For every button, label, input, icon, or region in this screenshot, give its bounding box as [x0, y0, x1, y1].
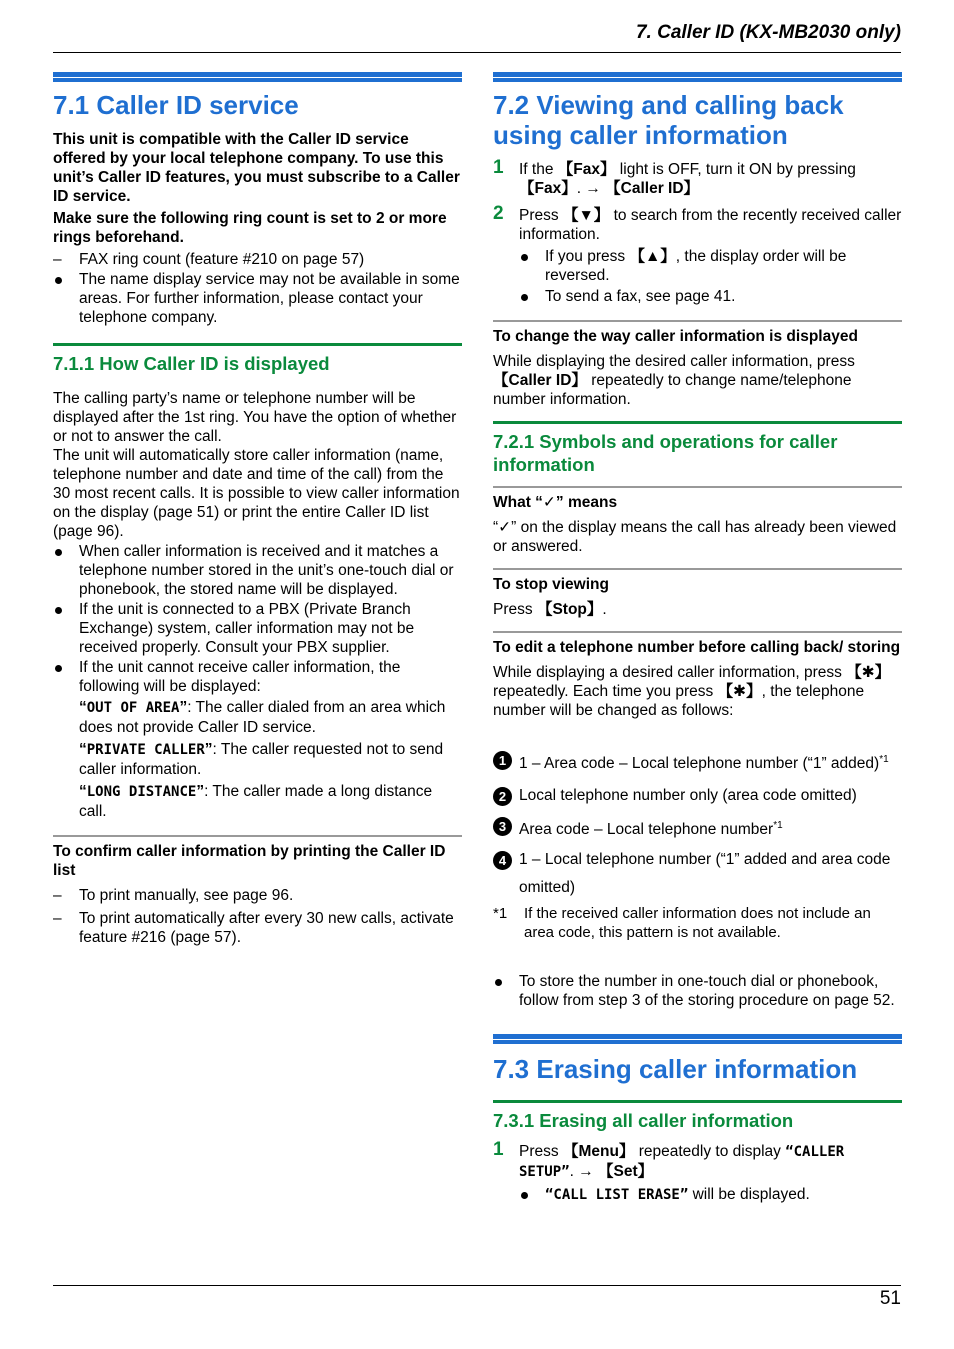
stop-heading: To stop viewing: [493, 576, 609, 593]
list-item: [53, 270, 462, 327]
heading-7-3-1: 7.3.1 Erasing all caller information: [493, 1110, 794, 1132]
paragraph: The calling party’s name or telephone number will be displayed after the 1st ring. You have the option of whether or not to answer the call.: [53, 390, 457, 445]
left-column: [53, 72, 462, 948]
arrow-icon: →: [573, 1163, 599, 1181]
list-item: [493, 972, 902, 1010]
bullet-text: The name display service may not be available in some areas. For further information, please contact your telephone company.: [79, 271, 460, 326]
dash-marker: –: [53, 910, 62, 927]
subsection-bar: [493, 1100, 902, 1103]
section-bar: [53, 72, 462, 82]
paragraph: The unit will automatically store caller information (name, telephone number and date and time of the call) from the 30 most recent calls. It is possible to view caller information on the display (page 51) or print the entire Caller ID list (page 96).: [53, 447, 460, 540]
bullet-text: To send a fax, see page 41.: [545, 288, 736, 305]
divider: [493, 486, 902, 488]
step: [493, 203, 902, 306]
subsection-bar: [493, 421, 902, 424]
bullet-text: will be displayed.: [688, 1186, 810, 1204]
open-quote: “: [79, 699, 87, 716]
header-rule: [53, 52, 901, 53]
format-option: [493, 814, 902, 842]
star-key: 【✱】: [717, 683, 762, 700]
dash-marker: –: [53, 251, 62, 268]
step-number: 2: [493, 203, 504, 224]
heading-7-1-1: 7.1.1 How Caller ID is displayed: [53, 353, 330, 374]
step-text: If the: [519, 161, 558, 178]
option-text: 1 – Area code – Local telephone number (“1” added): [519, 755, 880, 773]
list-item: [53, 909, 462, 947]
display-message: [79, 698, 462, 737]
list-item: [519, 1185, 902, 1205]
step-text: repeatedly to display: [634, 1143, 786, 1161]
fax-key: 【Fax】: [557, 161, 616, 178]
running-header: 7. Caller ID (KX-MB2030 only): [635, 22, 901, 43]
step: [493, 157, 902, 198]
dash-text: FAX ring count (feature #210 on page 57): [79, 251, 365, 268]
bullet-text: When caller information is received and it matches a telephone number stored in the unit’s one-touch dial or phonebook, the stored name will be displayed.: [79, 543, 454, 598]
right-column: [493, 72, 902, 1207]
intro-bold-2: Make sure the following ring count is set to 2 or more rings beforehand.: [53, 210, 447, 246]
change-text: repeatedly to change name/telephone number information.: [493, 372, 852, 408]
caller-id-key: 【Caller ID】: [605, 180, 700, 197]
heading-7-2: 7.2 Viewing and calling back using caller information: [493, 90, 844, 150]
bullet-text: , the display order will be reversed.: [545, 248, 847, 284]
stop-text: .: [602, 601, 607, 618]
step: [493, 1139, 902, 1205]
format-option: [493, 744, 902, 780]
bullet-text: If the unit cannot receive caller information, the following will be displayed:: [79, 659, 401, 695]
paragraph: [493, 663, 902, 720]
message-text: : The caller requested not to send caller information.: [79, 741, 444, 778]
message-text: : The caller dialed from an area which does not provide Caller ID service.: [79, 699, 446, 736]
heading-7-1: 7.1 Caller ID service: [53, 90, 299, 120]
list-item: [519, 287, 902, 306]
close-quote: ”: [179, 699, 188, 716]
display-code: “CALL LIST ERASE”: [545, 1187, 689, 1204]
fax-key: 【Fax】: [519, 180, 577, 197]
footnote-text: If the received caller information does not include an area code, this pattern is not available.: [524, 905, 871, 942]
edit-text: repeatedly. Each time you press: [493, 683, 718, 700]
caller-id-key: 【Caller ID】: [493, 372, 587, 389]
intro-bold-1: This unit is compatible with the Caller ID service offered by your local telephone company. To use this unit’s Caller ID features, you must subscribe to a Caller ID service.: [53, 131, 460, 205]
display-code: “CALLER SETUP”: [519, 1144, 845, 1181]
close-quote: ”: [196, 783, 205, 800]
stop-text: Press: [493, 601, 537, 618]
open-quote: “: [79, 741, 87, 758]
print-heading: To confirm caller information by printing the Caller ID list: [53, 843, 446, 879]
menu-key: 【Menu】: [562, 1143, 635, 1161]
number-4-icon: 4: [493, 851, 512, 870]
edit-heading: To edit a telephone number before calling back/ storing: [493, 639, 901, 656]
page-number: 51: [879, 1288, 901, 1309]
dash-marker: –: [53, 887, 62, 904]
step-text: .: [576, 180, 582, 197]
means-heading: What “✓” means: [493, 494, 618, 511]
paragraph: [493, 600, 902, 619]
arrow-icon: →: [581, 180, 606, 197]
paragraph: “✓” on the display means the call has already been viewed or answered.: [493, 519, 897, 555]
divider: [53, 835, 462, 837]
divider: [493, 320, 902, 322]
list-item: [519, 247, 902, 285]
section-bar: [493, 1034, 902, 1044]
number-2-icon: 2: [493, 787, 512, 806]
list-item: [53, 658, 462, 821]
close-quote: ”: [204, 741, 213, 758]
footnote: [493, 904, 902, 942]
footnote-ref: *1: [773, 820, 783, 832]
down-key: 【▼】: [562, 207, 610, 224]
paragraph: [493, 352, 902, 409]
list-item: [53, 250, 462, 269]
step-text: Press: [519, 207, 563, 224]
footnote-ref: *1: [879, 754, 889, 765]
divider: [493, 631, 902, 633]
message-text: : The caller made a long distance call.: [79, 783, 433, 820]
step-number: 1: [493, 1139, 504, 1161]
step-text: to search from the recently received caller information.: [519, 207, 902, 243]
option-text: 1 – Local telephone number (“1” added and area code omitted): [519, 851, 891, 897]
step-number: 1: [493, 157, 504, 178]
dash-text: To print automatically after every 30 new calls, activate feature #216 (page 57).: [79, 910, 454, 946]
footer-rule: [53, 1285, 901, 1286]
number-3-icon: 3: [493, 817, 512, 836]
message-code: LONG DISTANCE: [86, 784, 197, 800]
edit-text: While displaying a desired caller information, press: [493, 664, 847, 681]
change-heading: To change the way caller information is displayed: [493, 328, 858, 345]
step-text: .: [569, 1163, 574, 1181]
display-message: [79, 782, 462, 821]
up-key: 【▲】: [629, 248, 676, 265]
list-item: [53, 542, 462, 599]
dash-text: To print manually, see page 96.: [79, 887, 294, 904]
heading-7-2-1: 7.2.1 Symbols and operations for caller information: [493, 431, 838, 475]
open-quote: “: [79, 783, 87, 800]
stop-key: 【Stop】: [536, 601, 603, 618]
bullet-text: If you press: [545, 248, 630, 265]
format-option: [493, 784, 902, 808]
section-bar: [493, 72, 902, 82]
step-text: Press: [519, 1143, 563, 1161]
number-1-icon: 1: [493, 751, 512, 770]
format-option: [493, 846, 902, 902]
bullet-text: To store the number in one-touch dial or phonebook, follow from step 3 of the storing procedure on page 52.: [519, 973, 895, 1010]
option-text: Area code – Local telephone number: [519, 821, 774, 839]
step-text: light is OFF, turn it ON by pressing: [615, 161, 856, 178]
bullet-text: If the unit is connected to a PBX (Private Branch Exchange) system, caller information may not be received properly. Consult your PBX supplier.: [79, 601, 415, 656]
list-item: [53, 600, 462, 657]
edit-text: , the telephone number will be changed as follows:: [493, 683, 865, 719]
list-item: [53, 886, 462, 905]
footnote-mark: *1: [493, 905, 508, 923]
option-text: Local telephone number only (area code omitted): [519, 787, 857, 805]
message-code: PRIVATE CALLER: [86, 742, 205, 758]
message-code: OUT OF AREA: [86, 700, 180, 716]
subsection-bar: [53, 343, 462, 346]
set-key: 【Set】: [598, 1163, 654, 1181]
divider: [493, 568, 902, 570]
star-key: 【✱】: [846, 664, 891, 681]
heading-7-3: 7.3 Erasing caller information: [493, 1054, 858, 1085]
change-text: While displaying the desired caller information, press: [493, 353, 855, 370]
display-message: [79, 740, 462, 779]
